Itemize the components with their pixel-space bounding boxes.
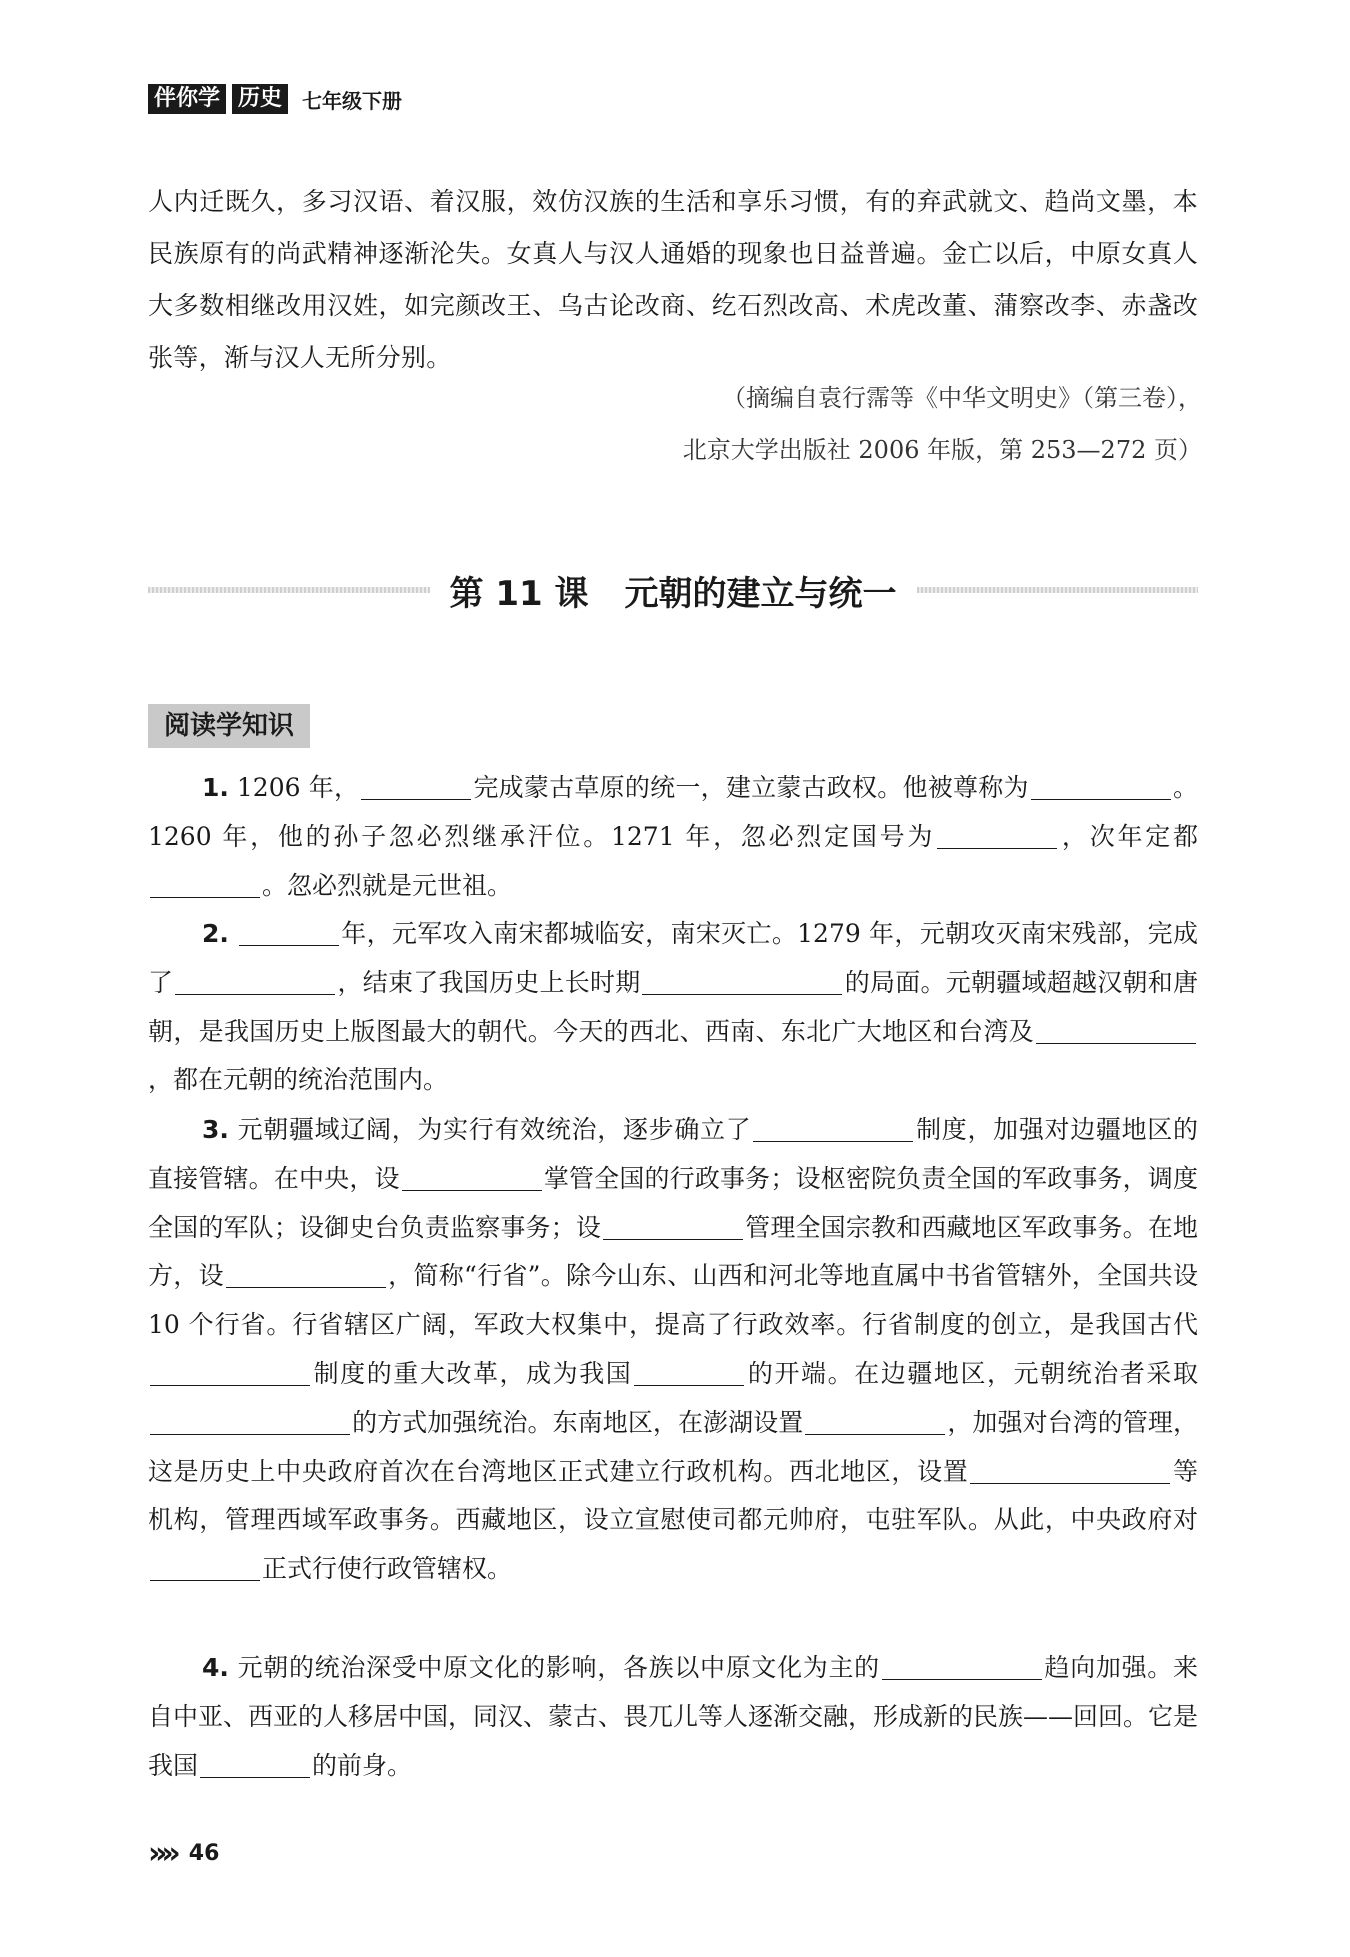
citation-line-1: （摘编自袁行霈等《中华文明史》（第三卷）， <box>722 384 1202 412</box>
triple-chevron-icon: »» <box>148 1836 175 1871</box>
question-number: 4. <box>202 1653 229 1682</box>
answer-blank[interactable] <box>175 968 335 995</box>
page-footer <box>148 1836 219 1871</box>
answer-blank[interactable] <box>150 1408 350 1435</box>
book-brand <box>148 84 288 114</box>
answer-blank[interactable] <box>805 1408 945 1435</box>
question-number: 3. <box>202 1115 229 1144</box>
answer-blank[interactable] <box>970 1457 1170 1484</box>
answer-blank[interactable] <box>150 871 260 898</box>
answer-blank[interactable] <box>200 1751 310 1778</box>
answer-blank[interactable] <box>226 1261 386 1288</box>
page-header <box>148 82 402 116</box>
lesson-title <box>430 566 917 615</box>
question-3: 3. 元朝疆域辽阔，为实行有效统治，逐步确立了 制度，加强对边疆地区的直接管辖。在中央，设 掌管全国的行政事务；设枢密院负责全国的军政事务，调度全国的军队；设御史台负责监察事务；设 管理全国宗教和西藏地区军政事务。在地方，设 ，简称“行省”。除今山东、山西和河北等地直属中书省管辖外，全国共设 10 个行省。行省辖区广阔，军政大权集中，提高了行政效率。行省制度的创立，是我国古代制度的重大改革，成为我国 的开端。在边疆地区，元朝统治者采取的方式加强统治。东南地区，在澎湖设置 ，加强对台湾的管理，这是历史上中央政府首次在台湾地区正式建立行政机构。西北地区，设置 等机构，管理西域军政事务。西藏地区，设立宣慰使司都元帅府，屯驻军队。从此，中央政府对正式行使行政管辖权。 <box>148 1115 1198 1584</box>
question-2: 2. 年，元军攻入南宋都城临安，南宋灭亡。1279 年，元朝攻灭南宋残部，完成了 ，结束了我国历史上长时期 的局面。元朝疆域超越汉朝和唐朝，是我国历史上版图最大的朝代。今天的西北、西南、东北广大地区和台湾及，都在元朝的统治范围内。 <box>148 919 1198 1095</box>
brand-subject: 历史 <box>232 84 288 114</box>
question-number: 1. <box>202 773 229 802</box>
section-tag: 阅读学知识 <box>148 704 310 748</box>
reading-passage: 人内迁既久，多习汉语、着汉服，效仿汉族的生活和享乐习惯，有的弃武就文、趋尚文墨，本民族原有的尚武精神逐渐沦失。女真人与汉人通婚的现象也日益普遍。金亡以后，中原女真人大多数相继改用汉姓，如完颜改王、乌古论改商、纥石烈改高、术虎改董、蒲察改李、赤盏改张等，渐与汉人无所分别。 <box>148 187 1198 372</box>
answer-blank[interactable] <box>361 773 471 800</box>
title-rule-right <box>917 587 1199 593</box>
question-number: 2. <box>202 919 229 948</box>
answer-blank[interactable] <box>239 919 339 946</box>
answer-blank[interactable] <box>402 1164 542 1191</box>
answer-blank[interactable] <box>150 1554 260 1581</box>
answer-blank[interactable] <box>634 1359 744 1386</box>
answer-blank[interactable] <box>642 968 842 995</box>
answer-blank[interactable] <box>603 1213 743 1240</box>
lesson-title-row <box>148 560 1198 620</box>
answer-blank[interactable] <box>150 1359 310 1386</box>
lesson-name: 元朝的建立与统一 <box>624 573 897 614</box>
answer-blank[interactable] <box>1036 1017 1196 1044</box>
citation-line-2: 北京大学出版社 2006 年版，第 253—272 页） <box>682 436 1202 464</box>
brand-series: 伴你学 <box>148 84 226 114</box>
answer-blank[interactable] <box>882 1653 1042 1680</box>
answer-blank[interactable] <box>753 1115 913 1142</box>
answer-blank[interactable] <box>937 822 1057 849</box>
page-number: 46 <box>188 1841 220 1866</box>
lesson-number: 第 11 课 <box>449 573 589 614</box>
question-4: 4. 元朝的统治深受中原文化的影响，各族以中原文化为主的 趋向加强。来自中亚、西亚的人移居中国，同汉、蒙古、畏兀儿等人逐渐交融，形成新的民族——回回。它是我国 的前身。 <box>148 1653 1199 1780</box>
title-rule-left <box>148 587 430 593</box>
grade-label: 七年级下册 <box>302 88 403 113</box>
answer-blank[interactable] <box>1031 773 1171 800</box>
question-1: 1. 1206 年， 完成蒙古草原的统一，建立蒙古政权。他被尊称为 。1260 年，他的孙子忽必烈继承汗位。1271 年，忽必烈定国号为 ，次年定都。忽必烈就是元世祖。 <box>148 773 1198 900</box>
